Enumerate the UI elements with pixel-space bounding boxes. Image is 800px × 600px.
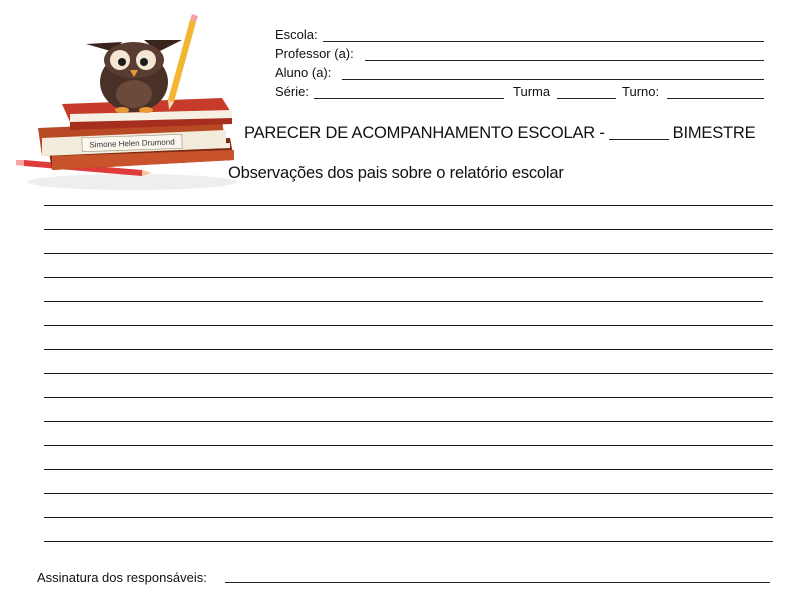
ruled-line[interactable] — [44, 349, 773, 350]
ruled-line[interactable] — [44, 229, 773, 230]
owl-books-illustration — [12, 10, 252, 195]
document-subtitle: Observações dos pais sobre o relatório escolar — [228, 164, 564, 182]
ruled-line[interactable] — [44, 277, 773, 278]
serie-field[interactable] — [314, 98, 504, 99]
signature-label: Assinatura dos responsáveis: — [37, 570, 207, 585]
title-prefix: PARECER DE ACOMPANHAMENTO ESCOLAR - — [244, 124, 605, 142]
ruled-line[interactable] — [44, 541, 773, 542]
yellow-pencil-icon — [168, 14, 198, 110]
turma-field[interactable] — [557, 98, 616, 99]
professor-field[interactable] — [365, 60, 764, 61]
turno-field[interactable] — [667, 98, 764, 99]
ruled-line[interactable] — [44, 397, 773, 398]
signature-field[interactable] — [225, 582, 770, 583]
title-suffix: BIMESTRE — [672, 124, 756, 142]
serie-label: Série: — [275, 84, 309, 99]
ruled-line[interactable] — [44, 325, 773, 326]
ruled-line[interactable] — [44, 253, 773, 254]
turno-label: Turno: — [622, 84, 660, 99]
document-title — [244, 124, 755, 143]
ruled-line[interactable] — [44, 205, 773, 206]
ruled-line[interactable] — [44, 469, 773, 470]
professor-label: Professor (a): — [275, 46, 354, 61]
ruled-line[interactable] — [44, 421, 773, 422]
ruled-line[interactable] — [44, 445, 773, 446]
aluno-label: Aluno (a): — [275, 65, 332, 80]
ruled-line[interactable] — [44, 493, 773, 494]
book-label: Simone Helen Drumond — [89, 137, 175, 150]
escola-label: Escola: — [275, 27, 318, 42]
ruled-line[interactable] — [44, 373, 773, 374]
escola-field[interactable] — [323, 41, 764, 42]
ruled-line[interactable] — [44, 301, 763, 302]
turma-label: Turma — [513, 84, 551, 99]
bimestre-field[interactable] — [609, 139, 669, 140]
shadow-shape — [27, 174, 237, 190]
ruled-line[interactable] — [44, 517, 773, 518]
aluno-field[interactable] — [342, 79, 764, 80]
